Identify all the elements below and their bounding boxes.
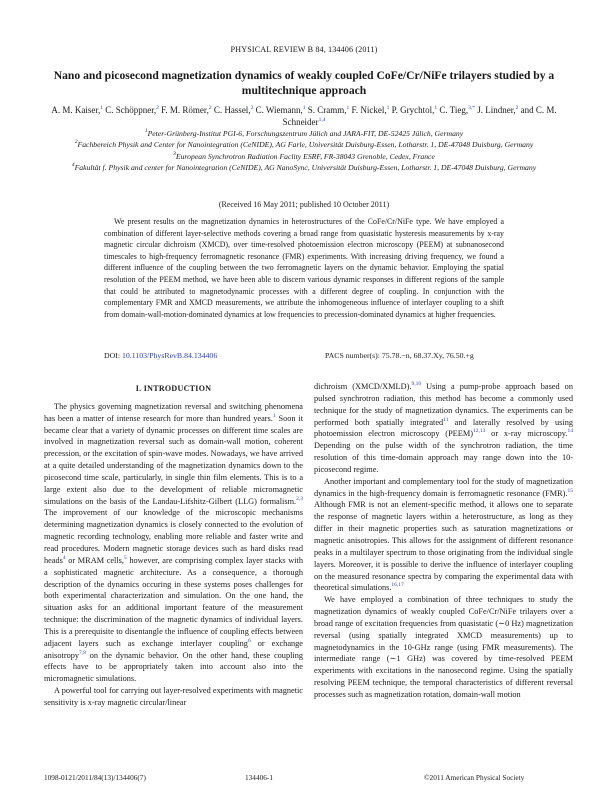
citation-link[interactable]: 16,17 bbox=[391, 582, 404, 589]
author-name: and C. M. Schneider bbox=[282, 105, 557, 127]
text-run: or MRAM cells, bbox=[65, 555, 124, 565]
author-name: J. Lindner, bbox=[474, 105, 516, 115]
journal-header: PHYSICAL REVIEW B 84, 134406 (2011) bbox=[230, 45, 378, 54]
affiliation-ref[interactable]: 1 bbox=[302, 105, 306, 111]
affiliation bbox=[30, 151, 578, 162]
footer-issn: 1098-0121/2011/84(13)/134406(7) bbox=[44, 773, 146, 782]
affiliation-ref[interactable]: 2 bbox=[208, 105, 212, 111]
citation-link[interactable]: 12,13 bbox=[472, 428, 486, 435]
pacs-label: PACS number(s): bbox=[325, 351, 380, 360]
abstract: We present results on the magnetization dynamics in heterostructures of the CoFe/Cr/NiFe type. We have employed a combination of different layer-selective methods covering a broad range from quasistatic hysteresis measurements by x-ray magnetic circular dichroism (XMCD), over time-resolved photoemission electron microscopy (PEEM) at subnanosecond timescales to high-frequency ferromagnetic resonance (FMR) experiments. With increasing driving frequency, we found a different influence of the coupling between the two ferromagnetic layers on the dynamic behavior. Employing the spatial resolution of the PEEM method, we have been able to discern various dynamic responses in different regions of the sample that could be attributed to magnetodynamic processes with a different degree of coupling. In conjunction with the complementary FMR and XMCD measurements, we attribute the inhomogeneous influence of interlayer coupling to a shift from domain-wall-motion-dominated dynamics at low frequencies to precession-dominated dynamics at higher frequencies. bbox=[104, 217, 504, 319]
text-run: Using a pump-probe approach based on pulsed synchrotron radiation, this method has become a commonly used technique for the study of magnetization dynamics. The experiments can be performed both spatially integrated bbox=[314, 382, 573, 427]
affiliation-text: Peter-Grünberg-Institut PGI-6, Forschungszentrum Jülich and JARA-FIT, DE-52425 Jülich, Germany bbox=[147, 129, 464, 138]
text-run: and laterally resolved by using photoemission electron microscopy (PEEM) bbox=[314, 417, 574, 439]
author-list bbox=[40, 104, 568, 128]
doi-line bbox=[104, 351, 217, 360]
text-run: Soon it became clear that a variety of dynamic processes on different time scales are involved in magnetization reversal such as domain-wall motion, coherent precession, or the excitation of spin-wave modes. Nowadays, we have arrived at a quite detailed understanding of the magnetization dynamics down to the picosecond time scale, particularly, in single thin film elements. This is to a large extent also due to the development of reliable micromagnetic simulations on the basis of the Landau-Lifshitz-Gilbert (LLG) formalism. bbox=[44, 413, 303, 506]
affiliation-ref[interactable]: 1 bbox=[434, 105, 438, 111]
affiliation-number: 1 bbox=[144, 128, 148, 134]
citation-link[interactable]: 6 bbox=[247, 637, 251, 644]
text-run: however, are comprising complex layer stacks with a sophisticated magnetic architecture. As a consequence, a thorough description of the dynamics occuring in these systems poses challenges for both experimental characterization and simulation. On the one hand, the situation asks for an additional important feature of the measurement technique: the discrimination of the magnetic dynamics of individual layers. This is a prerequisite to disentangle the influence of coupling effects between adjacent layers such as exchange interlayer coupling bbox=[44, 555, 303, 648]
text-run: Another important and complementary tool for the study of magnetization dynamics in the high-frequency domain is ferromagnetic resonance (FMR). bbox=[314, 476, 573, 498]
paragraph bbox=[314, 476, 573, 594]
text-run: Depending on the pulse width of the synchrotron radiation, the time resolution of this time-domain approach may range down into the 10-picosecond regime. bbox=[314, 441, 573, 474]
copyright: ©2011 American Physical Society bbox=[424, 773, 525, 782]
citation-link[interactable]: 7,8 bbox=[79, 649, 86, 656]
affiliation-text: European Synchrotron Radiation Faclity ESRF, FR-38043 Grenoble, Cedex, France bbox=[175, 151, 435, 161]
text-run: or exchange anisotropy bbox=[44, 638, 303, 660]
text-run: or x-ray microscopy. bbox=[485, 429, 568, 439]
doi-label: DOI: bbox=[104, 351, 121, 360]
pacs-value: 75.78.−n, 68.37.Xy, 76.50.+g bbox=[381, 351, 474, 360]
affiliation-ref[interactable]: 2 bbox=[156, 105, 159, 111]
citation-link[interactable]: 9,10 bbox=[411, 381, 422, 387]
citation-link[interactable]: 4 bbox=[62, 554, 66, 561]
author-name: P. Grychtol, bbox=[389, 105, 435, 115]
text-run: The physics governing magnetization reversal and switching phenomena has been a matter of intense research for more than hundred years. bbox=[44, 401, 303, 423]
citation-link[interactable]: 2,3 bbox=[296, 495, 303, 502]
author-name: F. Nickel, bbox=[349, 105, 387, 115]
author-name: C. Wiemann, bbox=[253, 105, 303, 115]
pacs-line bbox=[325, 351, 474, 360]
author-name: C. Tieg, bbox=[437, 105, 469, 115]
affiliation-ref[interactable]: 3,* bbox=[468, 105, 475, 111]
text-run: The improvement of our knowledge of the microscopic mechanisms determining magnetization dynamics is closely connected to the evolution of magnetic recording technology, enabling more reliable and faster write and read procedures. Modern magnetic storage devices such as hard disks read heads bbox=[44, 508, 303, 565]
doi-link[interactable]: 10.1103/PhysRevB.84.134406 bbox=[121, 351, 218, 360]
paragraph: We have employed a combination of three techniques to study the magnetization dynamics of weakly coupled CoFe/Cr/NiFe trilayers over a broad range of excitation frequencies from quasistatic (∼0 Hz) magnetization reversal (using spatially integrated XMCD measurements) up to magnetodynamics in the 10-GHz range (using FMR measurements). The intermediate range (∼1 GHz) was covered by time-resolved PEEM experiments with excitations in the nanosecond regime. Using the spatially resolving PEEM technique, the temporal characteristics of different reversal processes such as magnetization rotation, domain-wall motion bbox=[314, 595, 573, 699]
page-number: 134406-1 bbox=[245, 773, 273, 782]
affiliation-number: 3 bbox=[173, 150, 176, 157]
author-name: C. Hassel, bbox=[211, 105, 251, 115]
paper-title: Nano and picosecond magnetization dynamics of weakly coupled CoFe/Cr/NiFe trilayers studied by a multitechnique approach bbox=[53, 69, 555, 97]
affiliation bbox=[30, 162, 578, 173]
affiliation-text: Fachbereich Physik and Center for Nanointegration (CeNIDE), AG Farle, Universität Duisburg-Essen, Lotharstr. 1, DE-47048 Duisburg, Germany bbox=[77, 140, 534, 150]
paragraph: A powerful tool for carrying out layer-resolved experiments with magnetic sensitivity is x-ray magnetic circular/linear bbox=[44, 686, 303, 707]
affiliation-text: Fakultät f. Physik and center for Nanointegration (CeNIDE), AG NanoSync, Universität Duisburg-Essen, Lotharstr. 1, DE-47048 Duisburg, Germany bbox=[74, 162, 537, 172]
affiliation bbox=[30, 128, 578, 139]
text-run: Although FMR is not an element-specific method, it allows one to separate the response of magnetic layers within a heterostructure, as long as they differ in their magnetic properties such as saturation magnetizations or magnetic anisotropies. This allows for the assignment of different resonance peaks in a multilayer spectrum to those originating from the individual single layers. Moreover, it is possible to derive the influence of interlayer coupling on the measured resonance spectra by comparing the experimental data with theoretical simulations. bbox=[314, 500, 573, 593]
affiliation-ref[interactable]: 1 bbox=[100, 105, 103, 111]
affiliation-ref[interactable]: 1 bbox=[386, 105, 390, 111]
affiliation-ref[interactable]: 2 bbox=[250, 105, 254, 111]
affiliation-number: 4 bbox=[71, 161, 75, 168]
affiliation-ref[interactable]: 1,4 bbox=[318, 117, 326, 123]
left-column bbox=[44, 381, 303, 709]
citation-link[interactable]: 14 bbox=[567, 428, 573, 435]
right-column bbox=[314, 381, 573, 701]
affiliation-number: 2 bbox=[74, 139, 78, 146]
author-name: C. Schöppner, bbox=[103, 105, 157, 115]
paragraph bbox=[44, 401, 303, 685]
affiliation-ref[interactable]: 2 bbox=[515, 105, 519, 111]
author-name: S. Cramm, bbox=[305, 105, 347, 115]
text-run: dichroism (XMCD/XMLD). bbox=[314, 382, 412, 391]
paragraph bbox=[314, 381, 573, 476]
citation-link[interactable]: 15 bbox=[567, 487, 573, 494]
affiliation bbox=[30, 139, 578, 150]
author-name: A. M. Kaiser, bbox=[51, 105, 101, 115]
citation-link[interactable]: 11 bbox=[443, 416, 449, 423]
affiliation-ref[interactable]: 1 bbox=[346, 105, 350, 111]
citation-link[interactable]: 5 bbox=[123, 554, 127, 561]
section-heading: I. INTRODUCTION bbox=[135, 384, 212, 393]
received-dates: (Received 16 May 2011; published 10 October 2011) bbox=[218, 200, 390, 209]
affiliation-list bbox=[30, 128, 578, 173]
citation-link[interactable]: 1 bbox=[272, 412, 276, 419]
text-run: on the dynamic behavior. On the other hand, these coupling effects have to be appropriately taken into account also into the micromagnetic simulations. bbox=[44, 650, 303, 684]
author-name: F. M. Römer, bbox=[158, 105, 209, 115]
